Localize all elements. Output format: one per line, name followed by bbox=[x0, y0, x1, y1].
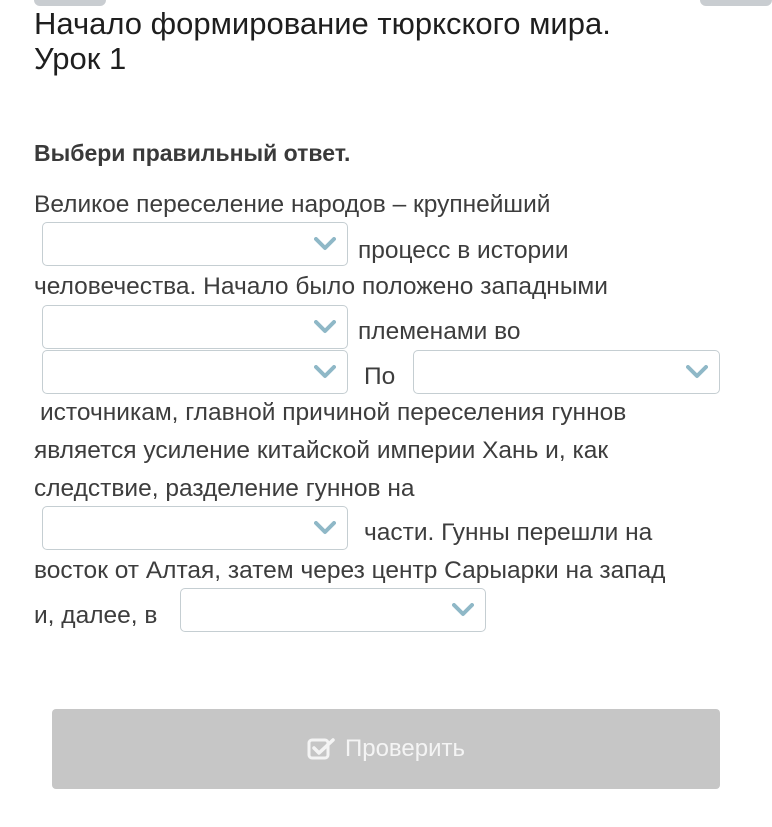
answer-dropdown-1[interactable] bbox=[42, 222, 348, 266]
text-line-11: и, далее, в bbox=[34, 602, 158, 629]
chevron-down-icon bbox=[452, 603, 474, 617]
text-line-5: По bbox=[364, 363, 396, 390]
answer-dropdown-4[interactable] bbox=[413, 350, 720, 394]
chevron-down-icon bbox=[686, 365, 708, 379]
answer-dropdown-2[interactable] bbox=[42, 305, 348, 349]
chevron-down-icon bbox=[314, 365, 336, 379]
text-line-1: Великое переселение народов – крупнейший bbox=[34, 191, 551, 218]
title-line-2: Урок 1 bbox=[34, 41, 127, 76]
page-title bbox=[34, 6, 754, 76]
answer-dropdown-3[interactable] bbox=[42, 350, 348, 394]
task-instruction: Выбери правильный ответ. bbox=[34, 140, 351, 166]
text-line-9: части. Гунны перешли на bbox=[364, 519, 653, 546]
answer-dropdown-5[interactable] bbox=[42, 506, 348, 550]
title-line-1: Начало формирование тюркского мира. bbox=[34, 6, 611, 41]
text-line-3: человечества. Начало было положено западными bbox=[34, 273, 608, 300]
text-line-8: следствие, разделение гуннов на bbox=[34, 475, 415, 502]
answer-dropdown-6[interactable] bbox=[180, 588, 486, 632]
checkbox-check-icon bbox=[307, 737, 335, 761]
check-button-label: Проверить bbox=[344, 735, 466, 762]
text-line-6: источникам, главной причиной переселения гуннов bbox=[40, 399, 627, 426]
chevron-down-icon bbox=[314, 521, 336, 535]
chevron-down-icon bbox=[314, 237, 336, 251]
text-line-4: племенами во bbox=[358, 318, 521, 345]
text-line-7: является усиление китайской империи Хань и, как bbox=[34, 437, 609, 464]
text-line-10: восток от Алтая, затем через центр Сарыарки на запад bbox=[34, 557, 666, 584]
text-line-2: процесс в истории bbox=[358, 237, 569, 264]
check-button[interactable] bbox=[52, 709, 720, 789]
chevron-down-icon bbox=[314, 320, 336, 334]
